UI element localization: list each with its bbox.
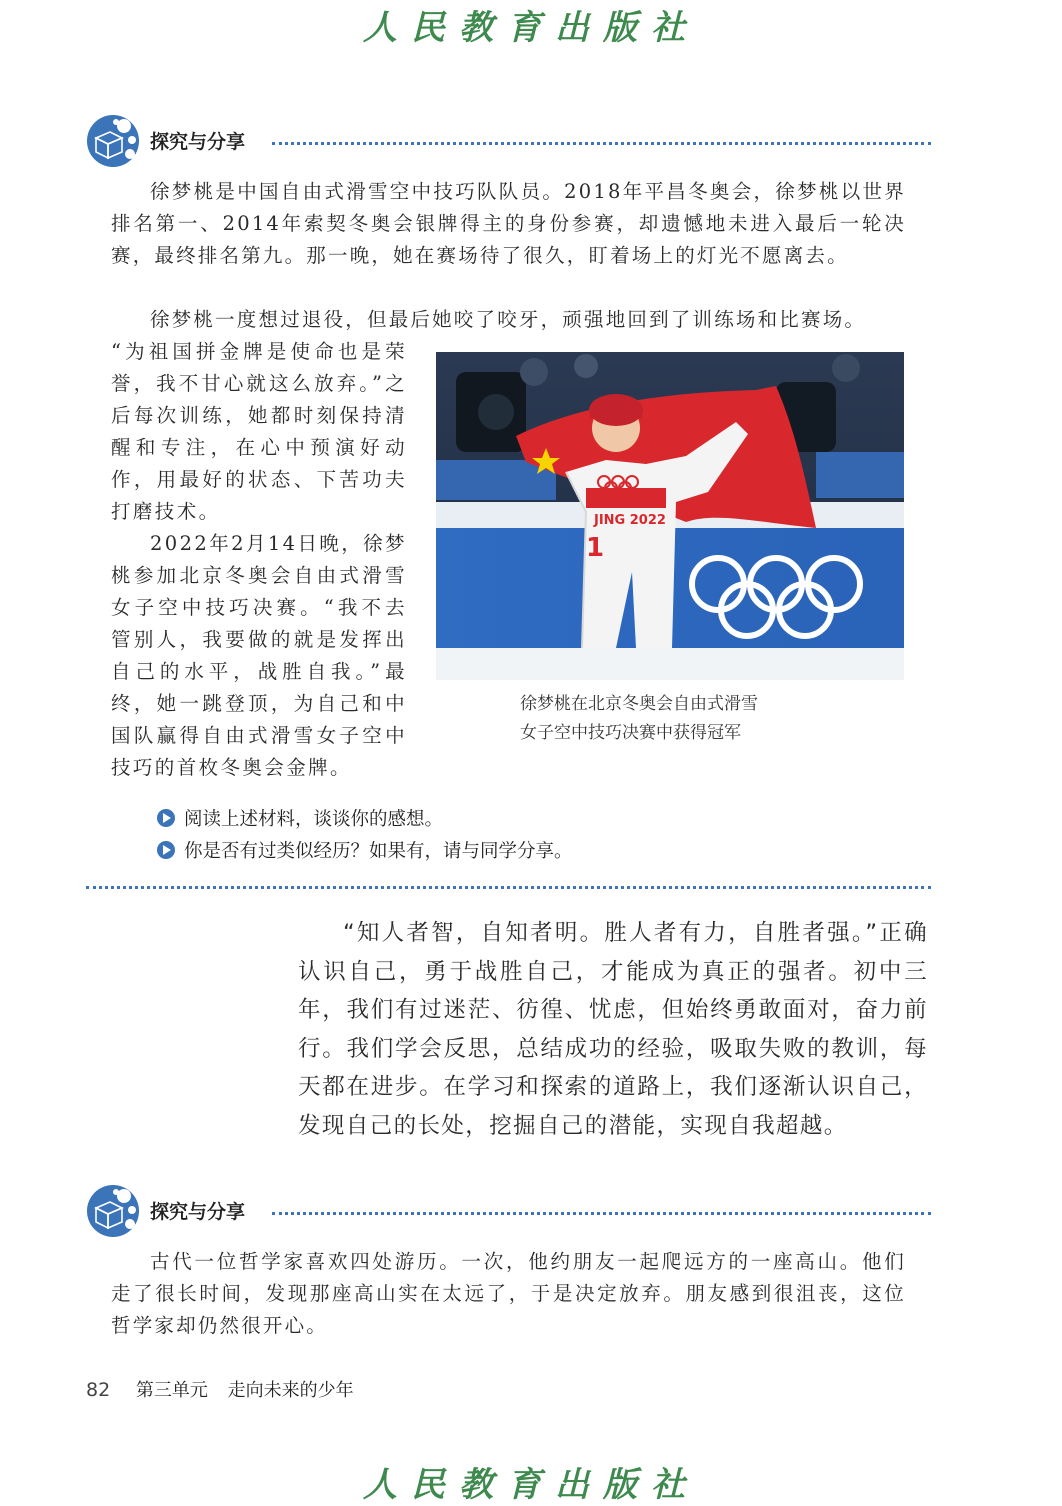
- athlete-illustration: [436, 352, 904, 680]
- question-text: 你是否有过类似经历？如果有，请与同学分享。: [184, 841, 573, 862]
- section-end-dotted-divider: [86, 886, 931, 889]
- section-header-explore-share-1: [86, 114, 931, 170]
- paragraph-2: 徐梦桃一度想过退役，但最后她咬了咬牙，顽强地回到了训练场和比赛场。: [150, 308, 867, 331]
- caption-line-2: 女子空中技巧决赛中获得冠军: [520, 723, 741, 743]
- caption-line-1: 徐梦桃在北京冬奥会自由式滑雪: [520, 694, 758, 714]
- paragraph-4: 2022年2月14日晚，徐梦桃参加北京冬奥会自由式滑雪女子空中技巧决赛。“我不去管别人，我要做的就是发挥出自己的水平，战胜自我。”最终，她一跳登顶，为自己和中国队赢得自由式滑雪女子空中技巧的首枚冬奥会金牌。: [111, 532, 407, 779]
- explore-cube-icon: [86, 114, 140, 168]
- question-text: 阅读上述材料，谈谈你的感想。: [184, 809, 444, 830]
- page-number: 82: [86, 1379, 111, 1401]
- page-footer: [86, 1376, 368, 1402]
- explore-cube-icon: [86, 1184, 140, 1238]
- triangle-bullet-icon: [156, 808, 176, 828]
- paragraph-3: “为祖国拼金牌是使命也是荣誉，我不甘心就这么放弃。”之后每次训练，她都时刻保持清醒和专注，在心中预演好动作，用最好的状态、下苦功夫打磨技术。: [111, 340, 407, 523]
- question-item: [156, 834, 856, 866]
- unit-title: 走向未来的少年: [227, 1380, 354, 1401]
- discussion-questions: [156, 802, 856, 866]
- paragraph-1: 徐梦桃是中国自由式滑雪空中技巧队队员。2018年平昌冬奥会，徐梦桃以世界排名第一、2014年索契冬奥会银牌得主的身份参赛，却遗憾地未进入最后一轮决赛，最终排名第九。那一晚，她在赛场待了很久，盯着场上的灯光不愿离去。: [111, 180, 906, 267]
- question-item: [156, 802, 856, 834]
- dotted-divider: [272, 1212, 931, 1215]
- section-title: 探究与分享: [150, 131, 246, 153]
- dotted-divider: [272, 142, 931, 145]
- publisher-watermark-bottom: 人民教育出版社: [363, 1465, 699, 1505]
- photo-caption: [520, 690, 840, 748]
- main-body-text: “知人者智，自知者明。胜人者有力，自胜者强。”正确认识自己，勇于战胜自己，才能成为真正的强者。初中三年，我们有过迷茫、彷徨、忧虑，但始终勇敢面对，奋力前行。我们学会反思，总结成功的经验，吸取失败的教训，每天都在进步。在学习和探索的道路上，我们逐渐认识自己，发现自己的长处，挖掘自己的潜能，实现自我超越。: [298, 920, 928, 1139]
- triangle-bullet-icon: [156, 840, 176, 860]
- bib-banner-text: JING 2022: [594, 513, 666, 528]
- bib-number: 1: [586, 533, 605, 563]
- section-header-explore-share-2: [86, 1184, 931, 1240]
- publisher-watermark-top: 人民教育出版社: [363, 8, 699, 48]
- unit-label: 第三单元: [135, 1380, 208, 1401]
- section-title: 探究与分享: [150, 1201, 246, 1223]
- athlete-photo: [436, 352, 904, 680]
- paragraph-5: 古代一位哲学家喜欢四处游历。一次，他约朋友一起爬远方的一座高山。他们走了很长时间，发现那座高山实在太远了，于是决定放弃。朋友感到很沮丧，这位哲学家却仍然很开心。: [111, 1250, 906, 1337]
